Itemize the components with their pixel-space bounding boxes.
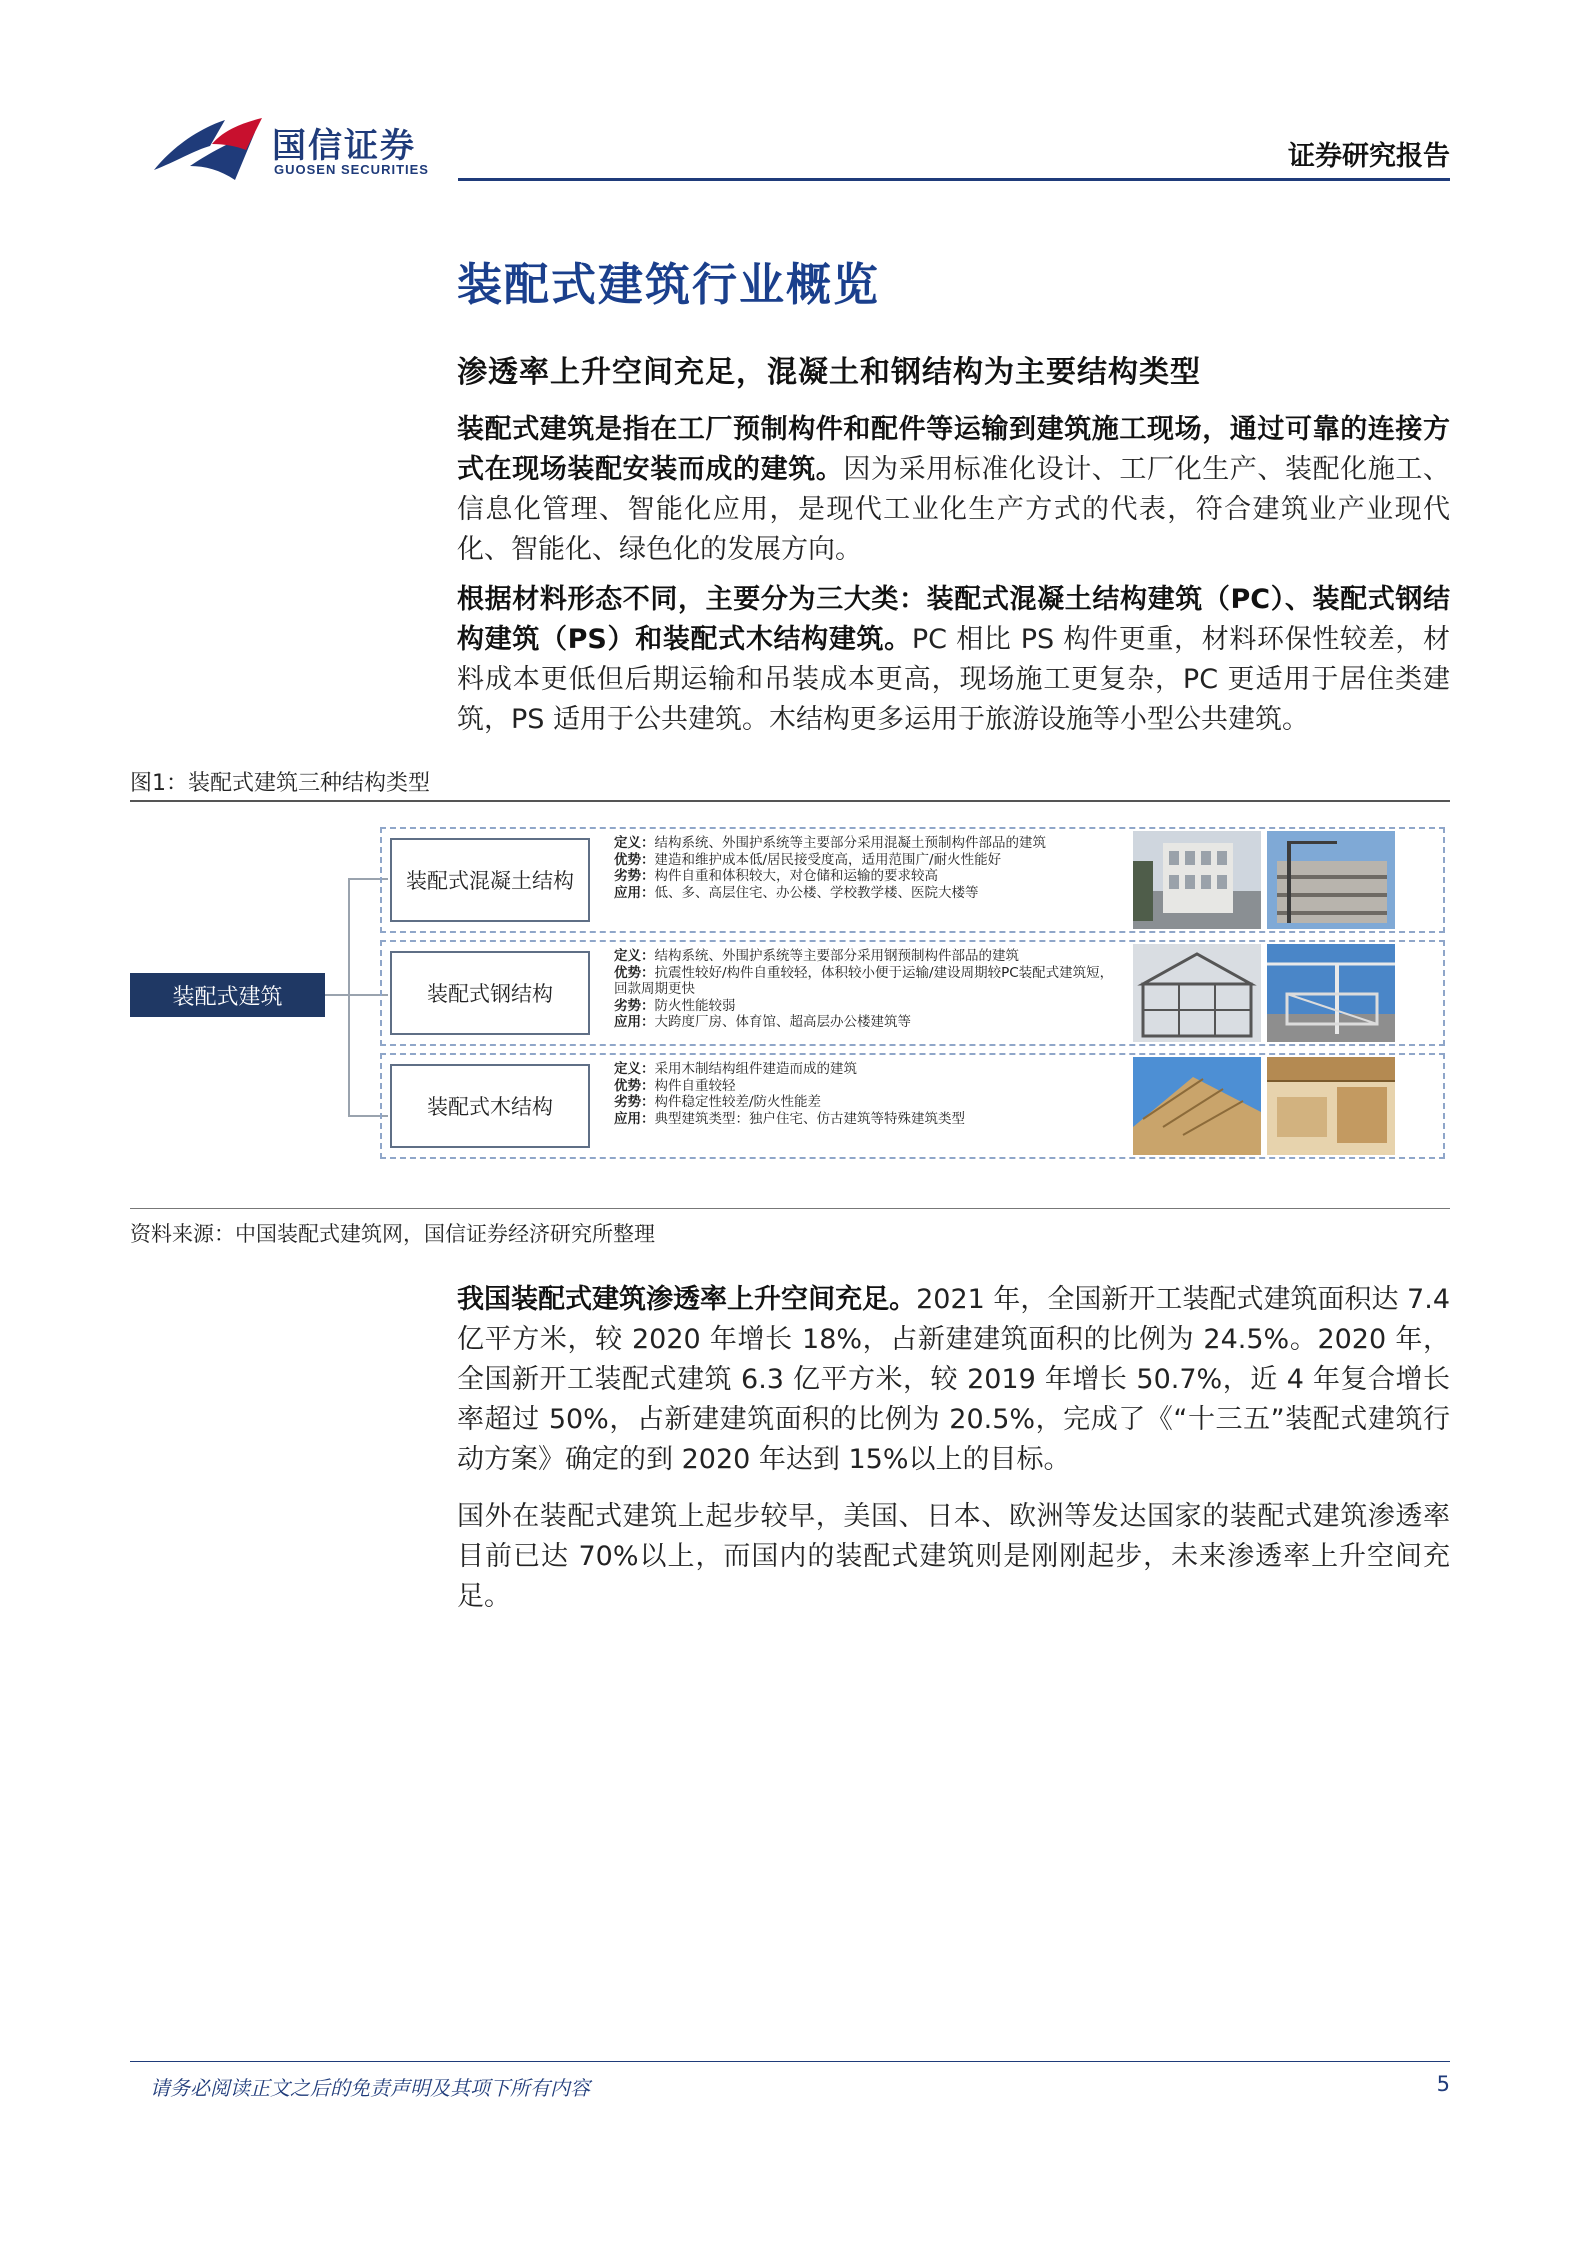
paragraph-lead: 我国装配式建筑渗透率上升空间充足。: [457, 1284, 917, 1315]
paragraph-lead: 装配式建筑是指在工厂预制构件和配件等运输到建筑施工现场，通过可靠的连接方式在现场装配安装而成的建筑。: [457, 414, 1450, 485]
header-rule: [458, 178, 1450, 181]
logo-mark-icon: [150, 110, 268, 190]
paragraph-body: 因为采用标准化设计、工厂化生产、装配化施工、信息化管理、智能化应用，是现代工业化生产方式的代表，符合建筑业产业现代化、智能化、绿色化的发展方向。: [457, 454, 1451, 565]
structure-group-steel: [380, 940, 1445, 1046]
adv-key: 优势：: [614, 851, 655, 868]
adv-value: 建造和维护成本低/居民接受度高，适用范围广/耐火性能好: [654, 851, 1002, 868]
paragraph-penetration: [457, 1280, 1450, 1480]
figure-source: 资料来源：中国装配式建筑网，国信证券经济研究所整理: [130, 1222, 655, 1246]
paragraph-categories: [457, 580, 1450, 740]
figure-rule-top: [130, 800, 1450, 802]
structure-group-wood: [380, 1053, 1445, 1159]
adv-key: 优势：: [614, 1077, 655, 1094]
paragraph-definition: [457, 410, 1450, 570]
def-value: 结构系统、外围护系统等主要部分采用钢预制构件部品的建筑: [654, 948, 1019, 964]
structure-description: [614, 948, 1114, 1031]
adv-value: 抗震性较好/构件自重较轻，体积较小便于运输/建设周期较PC装配式建筑短，回款周期更快: [614, 964, 1114, 997]
structure-type-box: 装配式混凝土结构: [390, 838, 590, 922]
steel-frame-photo: [1133, 944, 1261, 1042]
subheading: 渗透率上升空间充足，混凝土和钢结构为主要结构类型: [457, 355, 1201, 390]
page-number: 5: [1436, 2072, 1450, 2096]
structure-diagram: [130, 815, 1450, 1175]
app-value: 低、多、高层住宅、办公楼、学校教学楼、医院大楼等: [654, 884, 979, 901]
dis-key: 劣势：: [614, 997, 655, 1014]
figure-rule-bottom: [130, 1208, 1450, 1209]
structure-description: [614, 835, 1114, 901]
paragraph-lead: 根据材料形态不同，主要分为三大类：装配式混凝土结构建筑（PC）、装配式钢结构建筑（PS）和装配式木结构建筑。: [457, 584, 1450, 655]
wood-roof-photo: [1133, 1057, 1261, 1155]
app-key: 应用：: [614, 884, 655, 901]
paragraph-body: 2021 年，全国新开工装配式建筑面积达 7.4 亿平方米，较 2020 年增长 18%，占新建建筑面积的比例为 24.5%。2020 年，全国新开工装配式建筑 6.3 亿平方米，较 2019 年增长 50.7%，近 4 年复合增长率超过 50%，占新建建筑面积的比例为 20.5%，完成了《“十三五”装配式建筑行动方案》确定的到 2020 年达到 15%以上的目标。: [457, 1284, 1450, 1475]
adv-value: 构件自重较轻: [654, 1077, 736, 1094]
footer-rule: [130, 2061, 1450, 2062]
paragraph-body: PC 相比 PS 构件更重，材料环保性较差，材料成本更低但后期运输和吊装成本更高，现场施工更复杂，PC 更适用于居住类建筑，PS 适用于公共建筑。木结构更多运用于旅游设施等小型公共建筑。: [457, 624, 1451, 735]
dis-key: 劣势：: [614, 868, 655, 884]
connector-line: [325, 994, 349, 996]
section-title: 装配式建筑行业概览: [457, 258, 881, 311]
concrete-building-photo: [1133, 831, 1261, 929]
def-key: 定义：: [614, 835, 655, 851]
structure-group-concrete: [380, 827, 1445, 933]
report-type: 证券研究报告: [1288, 141, 1450, 172]
paragraph-overseas: 国外在装配式建筑上起步较早，美国、日本、欧洲等发达国家的装配式建筑渗透率目前已达 70%以上，而国内的装配式建筑则是刚刚起步，未来渗透率上升空间充足。: [457, 1501, 1450, 1612]
def-key: 定义：: [614, 1061, 655, 1077]
wood-frame-photo: [1267, 1057, 1395, 1155]
dis-value: 构件稳定性较差/防火性能差: [654, 1094, 822, 1110]
app-value: 大跨度厂房、体育馆、超高层办公楼建筑等: [654, 1014, 911, 1030]
structure-description: [614, 1061, 1114, 1127]
concrete-frame-photo: [1267, 831, 1395, 929]
structure-type-box: 装配式木结构: [390, 1064, 590, 1148]
app-key: 应用：: [614, 1014, 655, 1030]
footer-disclaimer: 请务必阅读正文之后的免责声明及其项下所有内容: [150, 2076, 590, 2100]
connector-line: [348, 878, 350, 1116]
adv-key: 优势：: [614, 964, 655, 981]
def-value: 结构系统、外围护系统等主要部分采用混凝土预制构件部品的建筑: [654, 835, 1046, 851]
structure-type-box: 装配式钢结构: [390, 951, 590, 1035]
logo-text-cn: 国信证券: [272, 126, 416, 166]
logo-text-en: GUOSEN SECURITIES: [274, 162, 429, 177]
dis-value: 构件自重和体积较大，对仓储和运输的要求较高: [654, 868, 938, 884]
company-logo: [150, 110, 440, 190]
diagram-root-box: 装配式建筑: [130, 973, 325, 1017]
app-key: 应用：: [614, 1110, 655, 1127]
dis-value: 防火性能较弱: [654, 997, 736, 1014]
def-key: 定义：: [614, 948, 655, 964]
figure-title: 图1：装配式建筑三种结构类型: [130, 771, 430, 796]
dis-key: 劣势：: [614, 1094, 655, 1110]
def-value: 采用木制结构组件建造而成的建筑: [654, 1061, 857, 1077]
app-value: 典型建筑类型：独户住宅、仿古建筑等特殊建筑类型: [654, 1110, 965, 1127]
steel-crane-photo: [1267, 944, 1395, 1042]
